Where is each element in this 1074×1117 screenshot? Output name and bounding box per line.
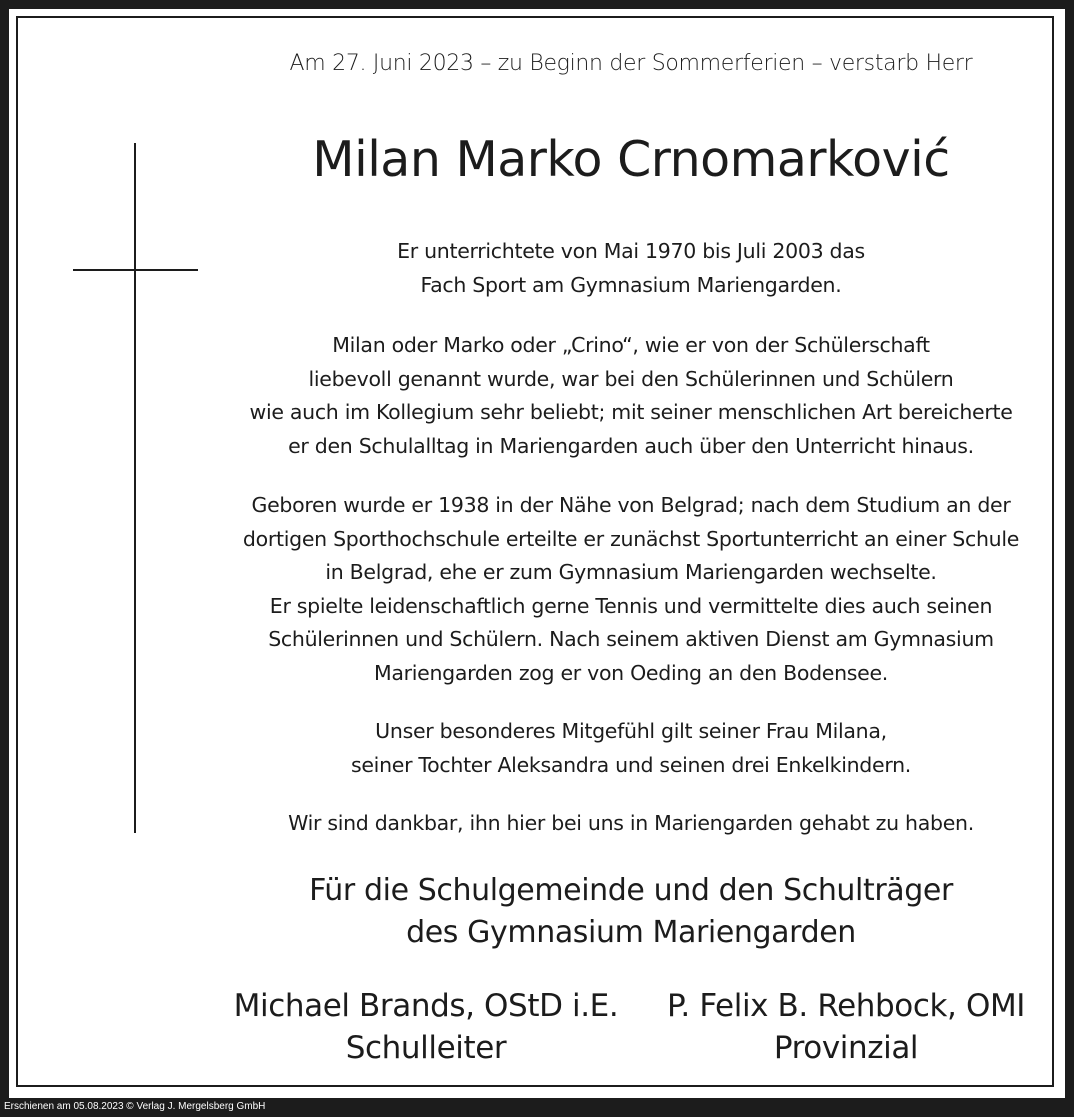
text-line: Fach Sport am Gymnasium Mariengarden.	[420, 272, 842, 297]
text-line: Geboren wurde er 1938 in der Nähe von Belgrad; nach dem Studium an der	[251, 493, 1011, 517]
signer-role: Provinzial	[773, 1030, 919, 1066]
text-line: Mariengarden zog er von Oeding an den Bodensee.	[373, 660, 889, 685]
text-line: Er spielte leidenschaftlich gerne Tennis und vermittelte dies auch seinen	[269, 593, 993, 618]
signer-name: P. Felix B. Rehbock, OMI	[666, 988, 1026, 1024]
text-line: Unser besonderes Mitgefühl gilt seiner Frau Milana,	[375, 719, 887, 743]
paragraph-teaching	[231, 235, 1031, 302]
intro-line: Am 27. Juni 2023 – zu Beginn der Sommerferien – verstarb Herr	[289, 51, 973, 76]
text-line: Schülerinnen und Schülern. Nach seinem aktiven Dienst am Gymnasium	[268, 627, 994, 651]
text-line: Wir sind dankbar, ihn hier bei uns in Mariengarden gehabt zu haben.	[288, 811, 974, 835]
publication-footer: Erschienen am 05.08.2023 © Verlag J. Mergelsberg GmbH	[4, 1101, 266, 1112]
text-line: er den Schulalltag in Mariengarden auch über den Unterricht hinaus.	[288, 433, 974, 458]
text-line: Er unterrichtete von Mai 1970 bis Juli 2003 das	[397, 239, 865, 263]
text-line: dortigen Sporthochschule erteilte er zunächst Sportunterricht an einer Schule	[242, 526, 1020, 551]
signature-intro	[231, 870, 1031, 954]
paragraph-nickname	[231, 329, 1031, 463]
text-line: seiner Tochter Aleksandra und seinen drei Enkelkindern.	[350, 752, 912, 777]
obituary-notice	[9, 9, 1065, 1098]
text-line: wie auch im Kollegium sehr beliebt; mit seiner menschlichen Art bereicherte	[249, 400, 1013, 424]
cross-vertical-bar	[134, 143, 136, 833]
notice-border	[16, 16, 1054, 1087]
paragraph-biography	[231, 489, 1031, 690]
signer-provincial	[651, 985, 1041, 1069]
text-line: des Gymnasium Mariengarden	[406, 915, 856, 950]
deceased-name: Milan Marko Crnomarković	[312, 131, 950, 188]
text-line: Für die Schulgemeinde und den Schulträger	[309, 873, 953, 908]
text-line: Milan oder Marko oder „Crino“, wie er von der Schülerschaft	[332, 333, 930, 357]
signer-name: Michael Brands, OStD i.E.	[233, 988, 619, 1024]
text-line: liebevoll genannt wurde, war bei den Schülerinnen und Schülern	[308, 366, 954, 391]
cross-horizontal-bar	[73, 269, 198, 271]
text-line: in Belgrad, ehe er zum Gymnasium Mariengarden wechselte.	[325, 560, 937, 584]
signer-principal	[231, 985, 621, 1069]
paragraph-gratitude	[231, 807, 1031, 841]
signer-role: Schulleiter	[345, 1030, 507, 1066]
paragraph-condolence	[231, 715, 1031, 782]
